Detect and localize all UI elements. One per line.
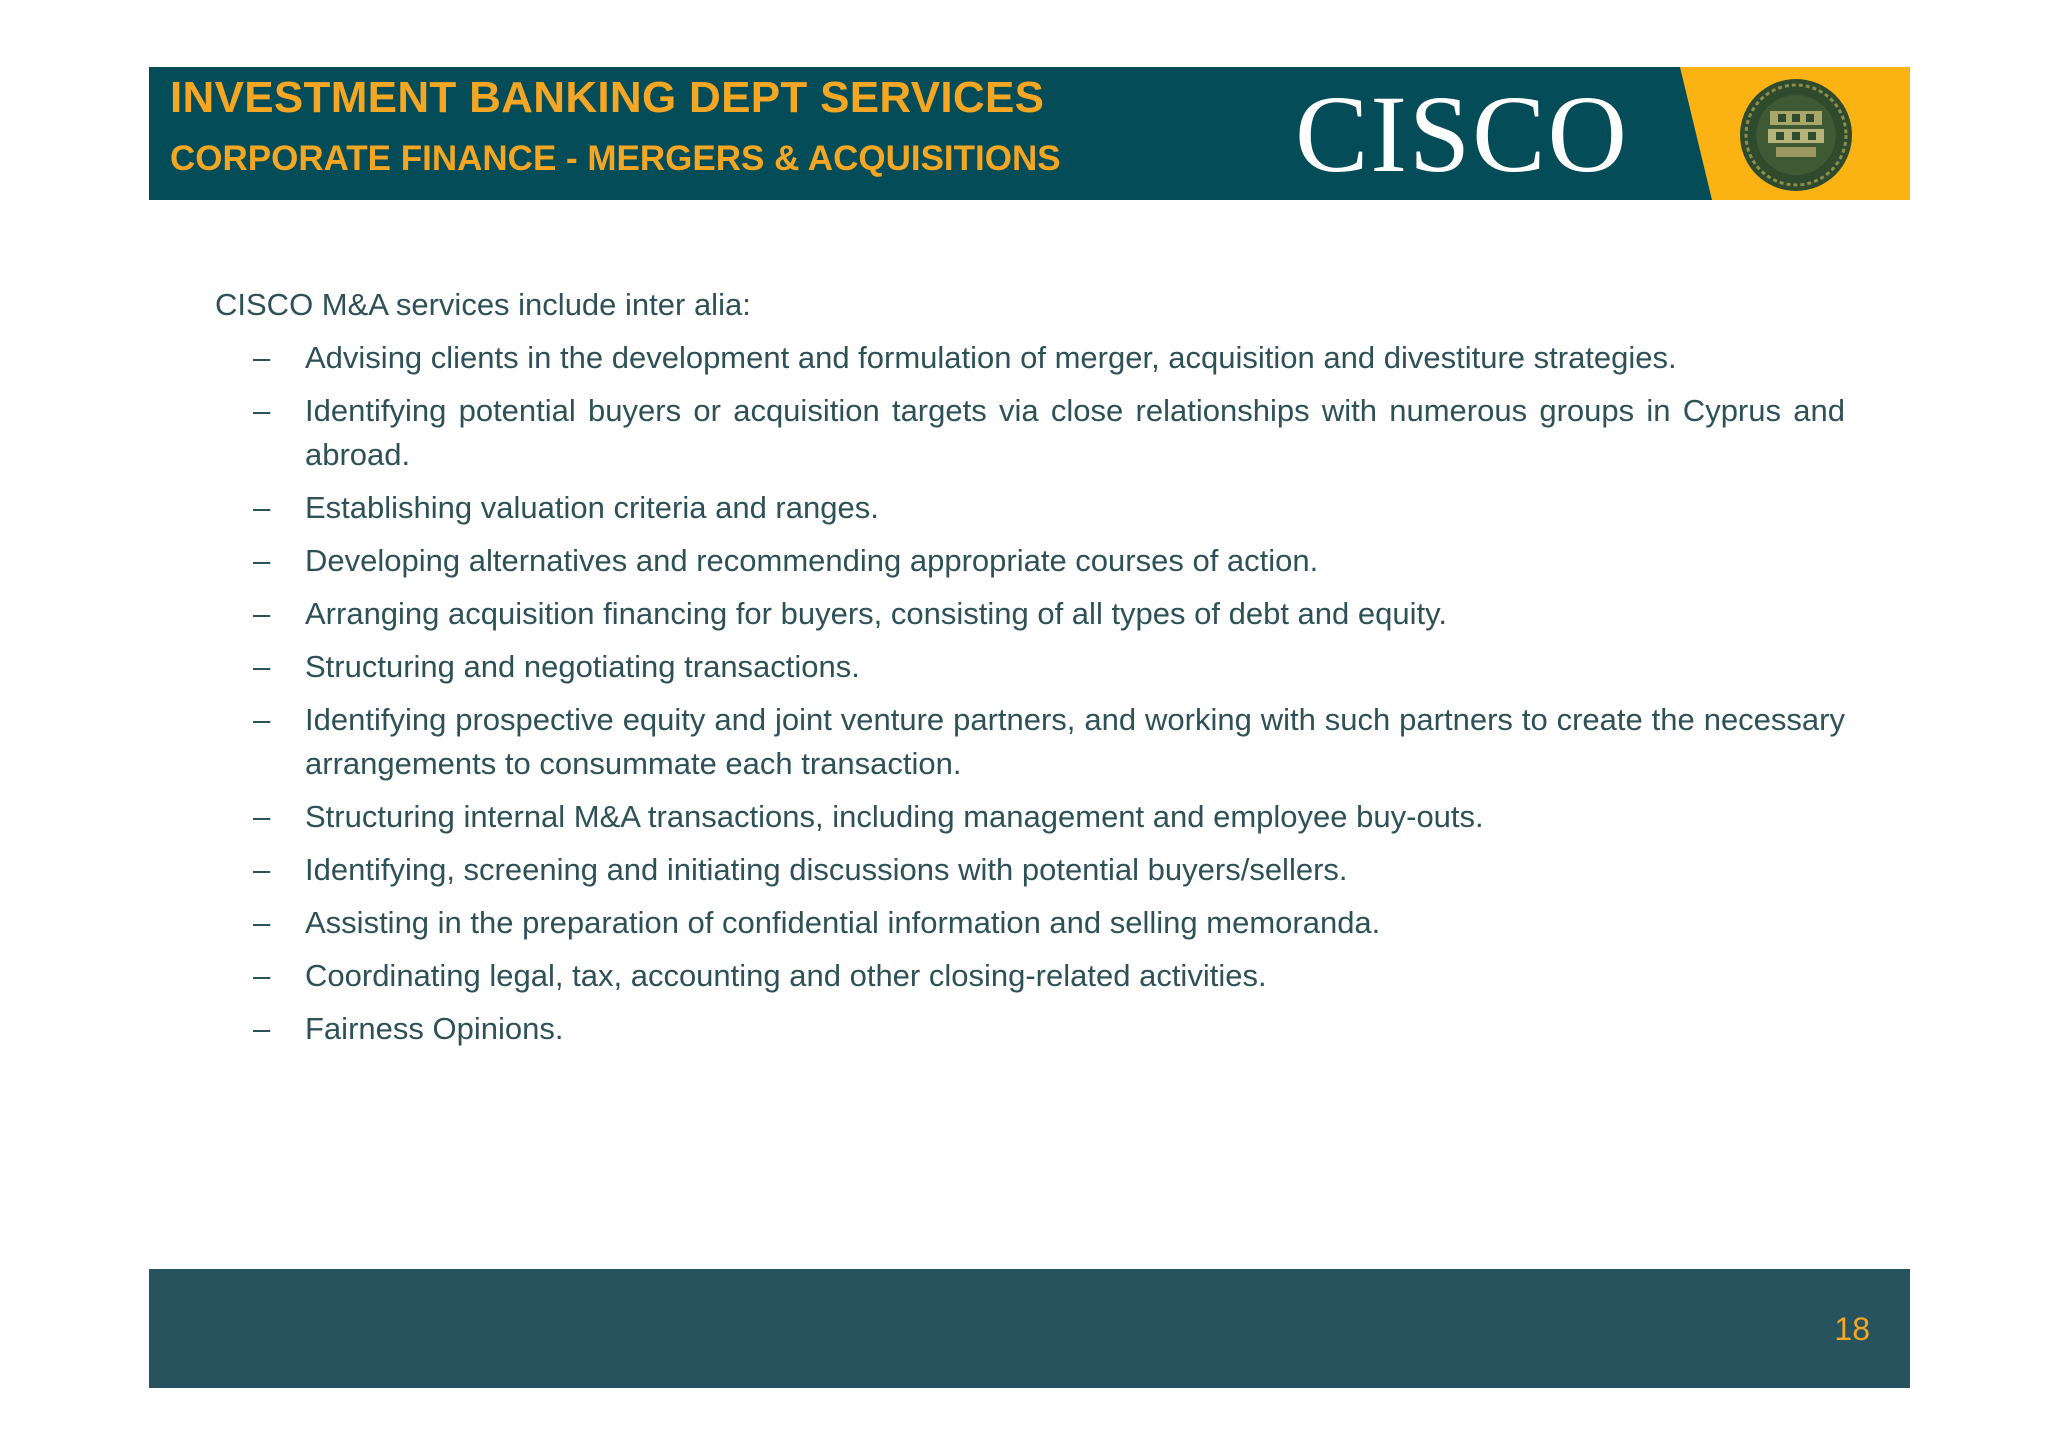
list-item-text: Structuring internal M&A transactions, including management and employee buy-outs.: [305, 799, 1484, 834]
list-item: [215, 336, 1845, 380]
slide-body: [215, 283, 1845, 1060]
list-item-text: Arranging acquisition financing for buyers, consisting of all types of debt and equity.: [305, 596, 1447, 631]
list-item: [215, 389, 1845, 477]
list-item: [215, 954, 1845, 998]
list-item: [215, 795, 1845, 839]
list-item-text: Assisting in the preparation of confidential information and selling memoranda.: [305, 905, 1381, 940]
list-item: [215, 645, 1845, 689]
list-item-text: Identifying prospective equity and joint venture partners, and working with such partners to create the necessary arrangements to consummate each transaction.: [305, 702, 1845, 781]
bullet-dash: –: [253, 852, 271, 887]
list-item-text: Fairness Opinions.: [305, 1011, 564, 1046]
slide-footer: [149, 1269, 1910, 1388]
bullet-dash: –: [253, 702, 271, 737]
intro-text: CISCO M&A services include inter alia:: [215, 287, 751, 322]
bullet-dash: –: [253, 905, 271, 940]
bullet-dash: –: [253, 340, 271, 375]
list-item: [215, 1007, 1845, 1051]
list-item-text: Coordinating legal, tax, accounting and other closing-related activities.: [305, 958, 1267, 993]
list-item: [215, 592, 1845, 636]
bullet-dash: –: [253, 1011, 271, 1046]
cisco-logo: CISCO: [1295, 73, 1629, 195]
list-item-text: Structuring and negotiating transactions.: [305, 649, 860, 684]
page-number: 18: [1834, 1311, 1870, 1347]
list-item-text: Establishing valuation criteria and ranges.: [305, 490, 879, 525]
list-item-text: Developing alternatives and recommending appropriate courses of action.: [305, 543, 1319, 578]
list-item: [215, 698, 1845, 786]
list-item-text: Identifying potential buyers or acquisition targets via close relationships with numerous groups in Cyprus and abroad.: [305, 393, 1845, 472]
list-item-text: Identifying, screening and initiating discussions with potential buyers/sellers.: [305, 852, 1348, 887]
bullet-dash: –: [253, 799, 271, 834]
slide-subtitle: CORPORATE FINANCE - MERGERS & ACQUISITIONS: [170, 139, 1061, 178]
list-item-text: Advising clients in the development and formulation of merger, acquisition and divestiture strategies.: [305, 340, 1677, 375]
seal-icon: [1738, 77, 1854, 193]
bullet-dash: –: [253, 596, 271, 631]
bullet-dash: –: [253, 958, 271, 993]
slide-title: INVESTMENT BANKING DEPT SERVICES: [170, 73, 1045, 122]
bullet-dash: –: [253, 649, 271, 684]
bullet-dash: –: [253, 393, 271, 428]
list-item: [215, 848, 1845, 892]
list-item: [215, 486, 1845, 530]
bullet-dash: –: [253, 543, 271, 578]
slide-header: [149, 67, 1910, 200]
bullet-dash: –: [253, 490, 271, 525]
list-item: [215, 539, 1845, 583]
services-list: [215, 336, 1845, 1051]
list-item: [215, 901, 1845, 945]
